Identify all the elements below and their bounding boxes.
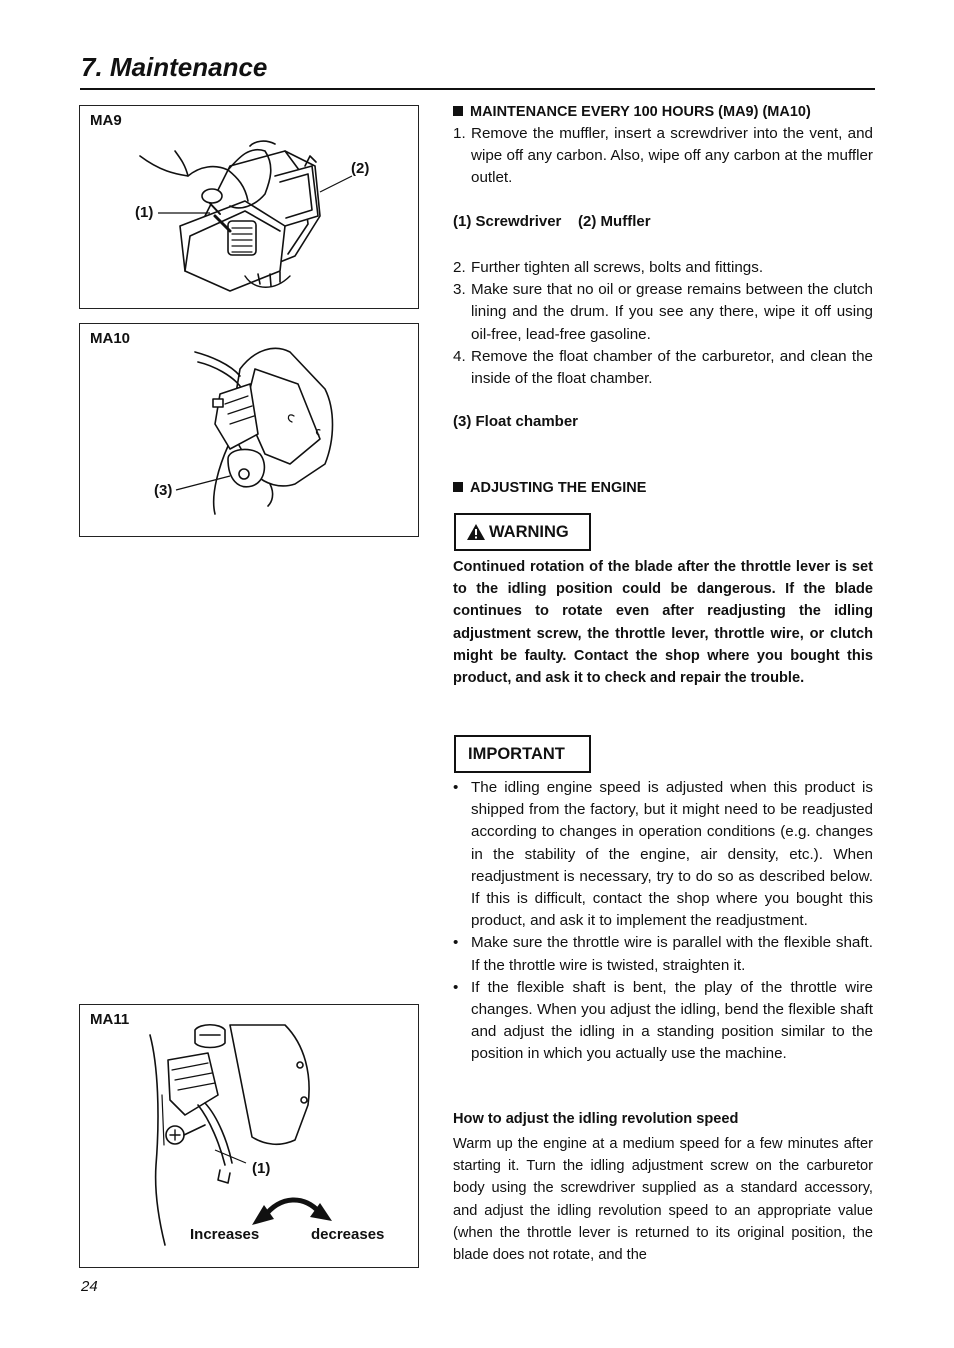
figure-label: MA9 (90, 112, 122, 129)
list-item (453, 279, 873, 346)
callout-1: (1) (252, 1160, 271, 1177)
list-item (453, 257, 873, 279)
figure-label: MA11 (90, 1011, 130, 1028)
idling-paragraph: Warm up the engine at a medium speed for a few minutes after starting it. Turn the idling adjustment screw on the carburetor body using the screwdriver supplied as a standard accessory, and adjust the idling revolution speed to an appropriate value (when the throttle lever is returned to its original position, the blade does not rotate, and the (453, 1136, 873, 1264)
list-item (453, 977, 873, 1066)
bullet-icon: • (453, 978, 459, 996)
bullet-icon: • (453, 934, 459, 952)
warning-label-box (454, 513, 591, 551)
important-label-box (454, 735, 591, 773)
page-number: 24 (81, 1278, 98, 1295)
figure-ma9 (79, 105, 419, 309)
important-label: IMPORTANT (468, 744, 565, 763)
warning-text: Continued rotation of the blade after the throttle lever is set to the idling position could be dangerous. If the blade continues to rotate even after readjusting the idling adjustment screw, the throttle lever, throttle wire, or clutch might be faulty. Contact the shop where you bought this product, and ask it to check and repair the trouble. (453, 559, 873, 687)
page-title: 7. Maintenance (81, 52, 268, 82)
important-bullet-list (453, 777, 873, 1066)
idling-subheading: How to adjust the idling revolution speed (453, 1111, 739, 1127)
figure-ma11 (79, 1004, 419, 1268)
section-heading-text: MAINTENANCE EVERY 100 HOURS (MA9) (MA10) (470, 104, 811, 120)
bullet-text: The idling engine speed is adjusted when this product is shipped from the factory, but it might need to be readjusted according to changes in operation conditions (e.g. changes in the stability of the engine, air density, etc.). When readjustment is necessary, try to do so as described below. If this is difficult, contact the shop where you bought this product, and ask it to implement the readjustment. (471, 779, 873, 930)
steps-list-2 (453, 257, 873, 390)
callout-1: (1) (135, 204, 154, 221)
callout-3: (3) (154, 482, 173, 499)
step-text: Make sure that no oil or grease remains between the clutch lining and the drum. If you see any there, wipe it off using oil-free, lead-free gasoline. (471, 281, 873, 343)
callout-2: (2) (351, 160, 370, 177)
steps-list-1 (453, 123, 873, 190)
list-item (453, 777, 873, 932)
figure-ma10 (79, 323, 419, 537)
list-item (453, 932, 873, 976)
section-heading-text: ADJUSTING THE ENGINE (470, 480, 647, 496)
increases-label: Increases (190, 1226, 260, 1243)
bullet-text: Make sure the throttle wire is parallel with the flexible shaft. If the throttle wire is twisted, straighten it. (471, 934, 873, 974)
figure-legend-ma10: (3) Float chamber (453, 413, 579, 430)
section-heading-100h (453, 104, 811, 120)
step-text: Remove the float chamber of the carburetor, and clean the inside of the float chamber. (471, 347, 873, 388)
square-bullet-icon (453, 482, 463, 492)
square-bullet-icon (453, 106, 463, 116)
step-text: Remove the muffler, insert a screwdriver into the vent, and wipe off any carbon. Also, wipe off any carbon at the muffler outlet. (471, 125, 873, 187)
figure-label: MA10 (90, 330, 131, 347)
list-item (453, 346, 873, 390)
bullet-text: If the flexible shaft is bent, the play of the throttle wire changes. When you adjust the idling, bend the flexible shaft and adjust the idling in a standing position similar to the position in which you actually use the machine. (471, 978, 873, 1063)
float-chamber-illustration (80, 324, 418, 536)
warning-triangle-icon (466, 523, 486, 541)
bullet-icon: • (453, 779, 459, 796)
figure-legend-ma9: (1) Screwdriver (2) Muffler (453, 213, 651, 230)
step-number: 3. (453, 281, 466, 299)
title-rule (80, 88, 875, 90)
warning-label: WARNING (489, 522, 569, 541)
step-number: 1. (453, 125, 466, 142)
step-number: 2. (453, 259, 466, 276)
step-text: Further tighten all screws, bolts and fittings. (471, 259, 764, 276)
section-heading-engine (453, 480, 646, 496)
muffler-screwdriver-illustration (80, 106, 418, 308)
list-item (453, 123, 873, 190)
decreases-label: decreases (311, 1226, 385, 1243)
step-number: 4. (453, 347, 466, 365)
